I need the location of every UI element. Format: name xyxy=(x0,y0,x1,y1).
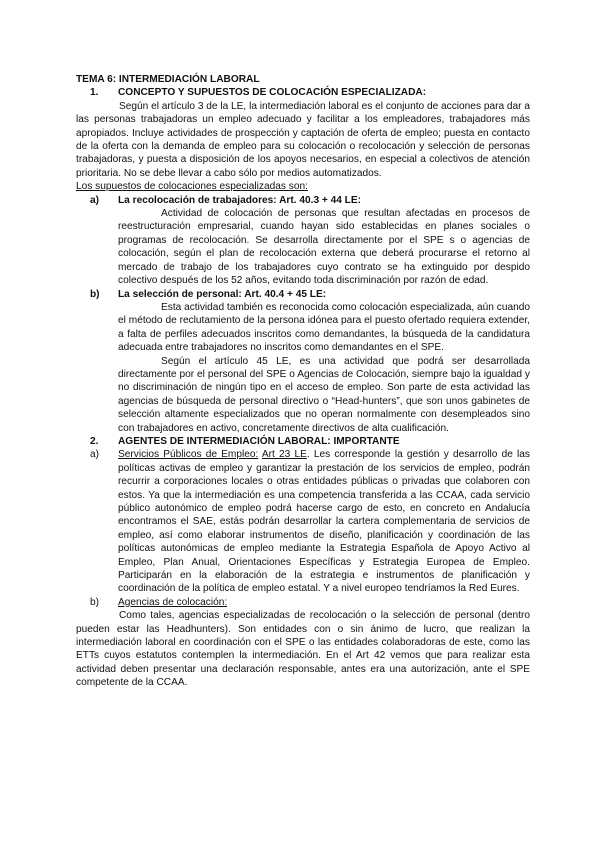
agent-b-heading-line xyxy=(118,596,530,609)
agent-b-block xyxy=(76,596,530,609)
subsection-1b-text-1: Esta actividad también es reconocida como colocación especializada, aún cuando el método de reclutamiento de la persona idónea para el puesto ofertado requiera extender, a falta de perfiles adecuados inscritos como demandantes, la búsqueda de la candidatura adecuada entre trabajadores no inscritos como demandantes en el SPE. xyxy=(118,301,530,354)
section-1-title: CONCEPTO Y SUPUESTOS DE COLOCACIÓN ESPECIALIZADA: xyxy=(118,87,427,99)
section-2-title: AGENTES DE INTERMEDIACIÓN LABORAL: IMPORTANTE xyxy=(118,435,400,447)
subsection-1b-text-2: Según el artículo 45 LE, es una actividad que podrá ser desarrollada directamente por el personal del SPE o Agencias de Colocación, siempre bajo la igualdad y no discriminación de ningún tipo en el acceso de empleo. Son parte de esta actividad las agencias de búsqueda de personal directivo o “Head-hunters”, que son unos gabinetes de selección altamente especializados que no operan normalmente con desempleados sino con trabajadores en activo, concretamente directivos de alta cualificación. xyxy=(118,355,530,434)
subsection-1a-heading xyxy=(90,194,530,207)
section-1-number: 1. xyxy=(90,87,99,99)
section-1-intro: Según el artículo 3 de la LE, la intermediación laboral es el conjunto de acciones para dar a las personas trabajadoras un empleo adecuado y facilitar a los empleadores, trabajadores más apropiados. Incluye actividades de prospección y captación de oferta de empleo; puesta en contacto de la oferta con la demanda de empleo para su colocación o recolocación y selección de personas trabajadoras, y puesta a disposición de los apoyos necesarios, en especial a colectivos de atención prioritaria. No se debe llevar a cabo sólo por medios automatizados. xyxy=(76,100,530,179)
agent-a-heading: Servicios Públicos de Empleo: xyxy=(118,449,259,461)
agent-b-label: b) xyxy=(90,596,100,608)
document-body xyxy=(76,73,530,690)
agent-b-heading: Agencias de colocación: xyxy=(118,596,228,608)
subsection-1b-heading xyxy=(90,288,530,301)
subsection-1a-text: Actividad de colocación de personas que resultan afectadas en procesos de reestructuración empresarial, cuando hayan sido establecidas en planes sociales o programas de recolocación. Se desarrolla directamente por el SPE s o agencias de colocación, según el plan de recolocación externa que deberá procurarse el retorno al mercado de trabajo de los trabajadores cuyo contrato se ha extinguido por despido colectivo después de los 52 años, evitando toda discriminación por razón de edad. xyxy=(118,208,530,287)
subsection-1a-title: La recolocación de trabajadores: Art. 40.3 + 44 LE: xyxy=(118,194,361,206)
subsection-1b-label: b) xyxy=(90,288,100,300)
supuestos-intro xyxy=(76,180,530,193)
agent-b-text: Como tales, agencias especializadas de recolocación o la selección de personal (dentro pueden estar las Headhunters). Son entidades con o sin ánimo de lucro, que realizan la intermediación laboral en coordinación con el SPE o las entidades colaboradoras de este, como las ETTs cuyos estatutos contemplen la intermediación. En el Art 42 vemos que para realizar esta actividad deben presentar una declaración responsable, antes era una autorización, ante el SPE competente de la CCAA. xyxy=(76,610,530,689)
document-title: TEMA 6: INTERMEDIACIÓN LABORAL xyxy=(76,74,260,85)
agent-a-text xyxy=(118,448,530,595)
agent-a-label: a) xyxy=(90,449,100,461)
subsection-1b-title: La selección de personal: Art. 40.4 + 45 LE: xyxy=(118,288,327,300)
agent-a-body: . Les corresponde la gestión y desarrollo de las políticas activas de empleo y garantizar la prestación de los servicios de empleo, podrán recurrir a corporaciones locales o otras entidades públicas o privadas que colaboren con estos. Ya que la intermediación es una competencia transferida a las CCAA, cada servicio público autonómico de empleo podrá hacerse cargo de esto, en concreto en Andalucía encontramos el SAE, estás podrán desarrollar la cartera complementaria de servicios de empleo, así como elaborar instrumentos de diseño, planificación y coordinación de las políticas autonómicas de empleo mediante la Estrategia Española de Apoyo Activo al Empleo, Plan Anual, Orientaciones Específicas y Estrategia Europea de Empleo. Participarán en la elaboración de la estrategia e instrumentos de planificación y coordinación de la política de empleo estatal. Y a nivel europeo tendríamos la Red Eures. xyxy=(118,449,530,595)
subsection-1a-label: a) xyxy=(90,194,100,206)
section-2-number: 2. xyxy=(90,435,99,447)
section-2-heading xyxy=(90,435,530,448)
agent-a-block xyxy=(76,448,530,595)
supuestos-intro-text: Los supuestos de colocaciones especializadas son: xyxy=(76,181,308,193)
agent-a-ref: Art 23 LE xyxy=(261,449,307,461)
section-1-heading xyxy=(90,86,530,99)
